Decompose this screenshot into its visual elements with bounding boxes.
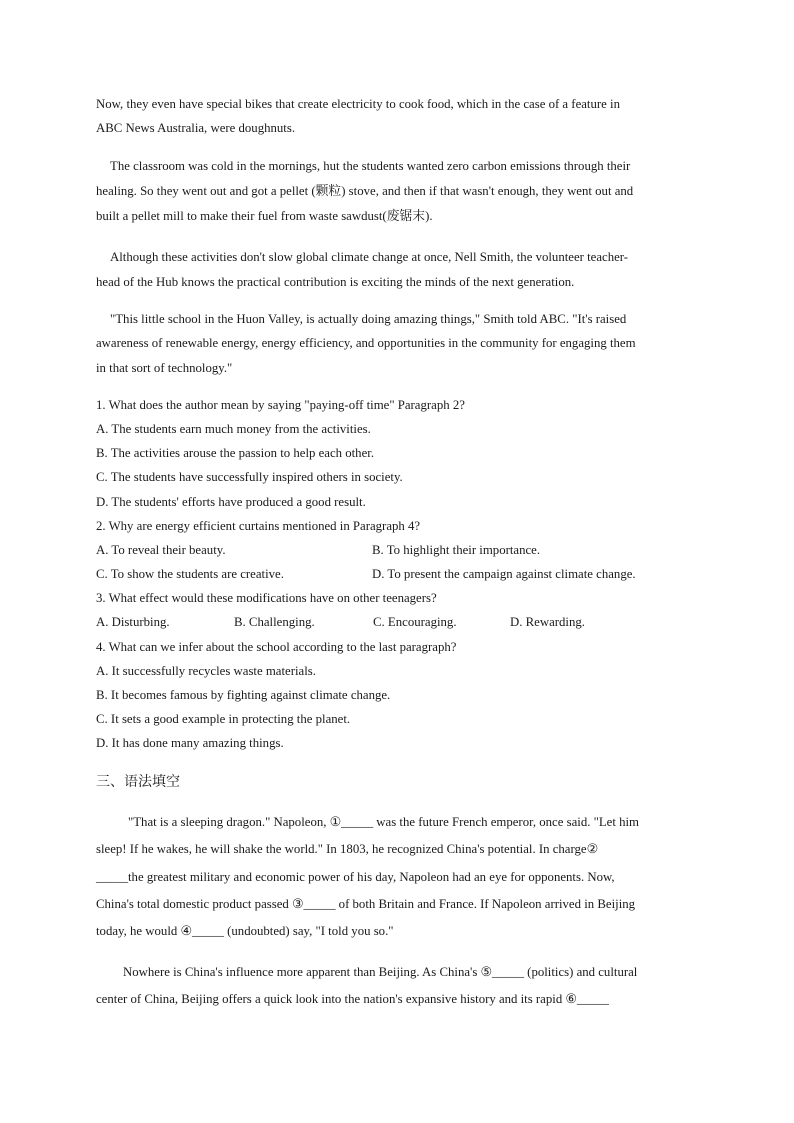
- question-1-option-c: C. The students have successfully inspired others in society.: [96, 470, 403, 484]
- question-2-option-d: D. To present the campaign against climate change.: [372, 567, 636, 581]
- passage-p2-line-1: The classroom was cold in the mornings, hut the students wanted zero carbon emissions through their: [110, 159, 631, 173]
- question-1-option-d: D. The students' efforts have produced a good result.: [96, 495, 366, 509]
- question-4-option-c: C. It sets a good example in protecting the planet.: [96, 712, 351, 726]
- passage-p2-line-3: built a pellet mill to make their fuel from waste sawdust(废锯末).: [96, 209, 433, 223]
- grammar-p1-line-1: "That is a sleeping dragon." Napoleon, ①_____ was the future French emperor, once said. "Let him: [128, 815, 639, 829]
- question-3-option-c: C. Encouraging.: [373, 615, 457, 629]
- passage-p1-line-2: ABC News Australia, were doughnuts.: [96, 121, 296, 135]
- grammar-p1-line-5: today, he would ④_____ (undoubted) say, "I told you so.": [96, 924, 394, 938]
- question-3-stem: 3. What effect would these modifications have on other teenagers?: [96, 591, 437, 605]
- grammar-p2-line-2: center of China, Beijing offers a quick look into the nation's expansive history and its rapid ⑥_____: [96, 992, 609, 1006]
- question-1-stem: 1. What does the author mean by saying "paying-off time" Paragraph 2?: [96, 398, 465, 412]
- question-2-option-a: A. To reveal their beauty.: [96, 543, 226, 557]
- grammar-p1-line-4: China's total domestic product passed ③_____ of both Britain and France. If Napoleon arrived in Beijing: [96, 897, 636, 911]
- passage-p4-line-2: awareness of renewable energy, energy efficiency, and opportunities in the community for engaging them: [96, 336, 636, 350]
- question-4-stem: 4. What can we infer about the school according to the last paragraph?: [96, 640, 457, 654]
- question-3-option-b: B. Challenging.: [234, 615, 315, 629]
- question-1-option-b: B. The activities arouse the passion to help each other.: [96, 446, 375, 460]
- question-3-option-d: D. Rewarding.: [510, 615, 585, 629]
- question-4-option-d: D. It has done many amazing things.: [96, 736, 284, 750]
- passage-p3-line-1: Although these activities don't slow global climate change at once, Nell Smith, the volunteer teacher-: [110, 250, 629, 264]
- question-2-stem: 2. Why are energy efficient curtains mentioned in Paragraph 4?: [96, 519, 421, 533]
- question-1-option-a: A. The students earn much money from the activities.: [96, 422, 371, 436]
- grammar-p2-line-1: Nowhere is China's influence more apparent than Beijing. As China's ⑤_____ (politics) and cultural: [123, 965, 638, 979]
- passage-p4-line-3: in that sort of technology.": [96, 361, 233, 375]
- question-4-option-a: A. It successfully recycles waste materials.: [96, 664, 316, 678]
- passage-p2-line-2: healing. So they went out and got a pellet (颗粒) stove, and then if that wasn't enough, they went out and: [96, 184, 634, 198]
- passage-p4-line-1: "This little school in the Huon Valley, is actually doing amazing things," Smith told ABC. "It's raised: [110, 312, 627, 326]
- question-2-option-b: B. To highlight their importance.: [372, 543, 541, 557]
- question-4-option-b: B. It becomes famous by fighting against climate change.: [96, 688, 391, 702]
- passage-p3-line-2: head of the Hub knows the practical contribution is exciting the minds of the next generation.: [96, 275, 575, 289]
- section-heading: 三、语法填空: [96, 774, 180, 790]
- passage-p1-line-1: Now, they even have special bikes that create electricity to cook food, which in the case of a feature in: [96, 97, 620, 111]
- question-3-option-a: A. Disturbing.: [96, 615, 170, 629]
- grammar-p1-line-3: _____the greatest military and economic power of his day, Napoleon had an eye for opponents. Now,: [96, 870, 615, 884]
- question-2-option-c: C. To show the students are creative.: [96, 567, 284, 581]
- grammar-p1-line-2: sleep! If he wakes, he will shake the world." In 1803, he recognized China's potential. In charge②: [96, 842, 599, 856]
